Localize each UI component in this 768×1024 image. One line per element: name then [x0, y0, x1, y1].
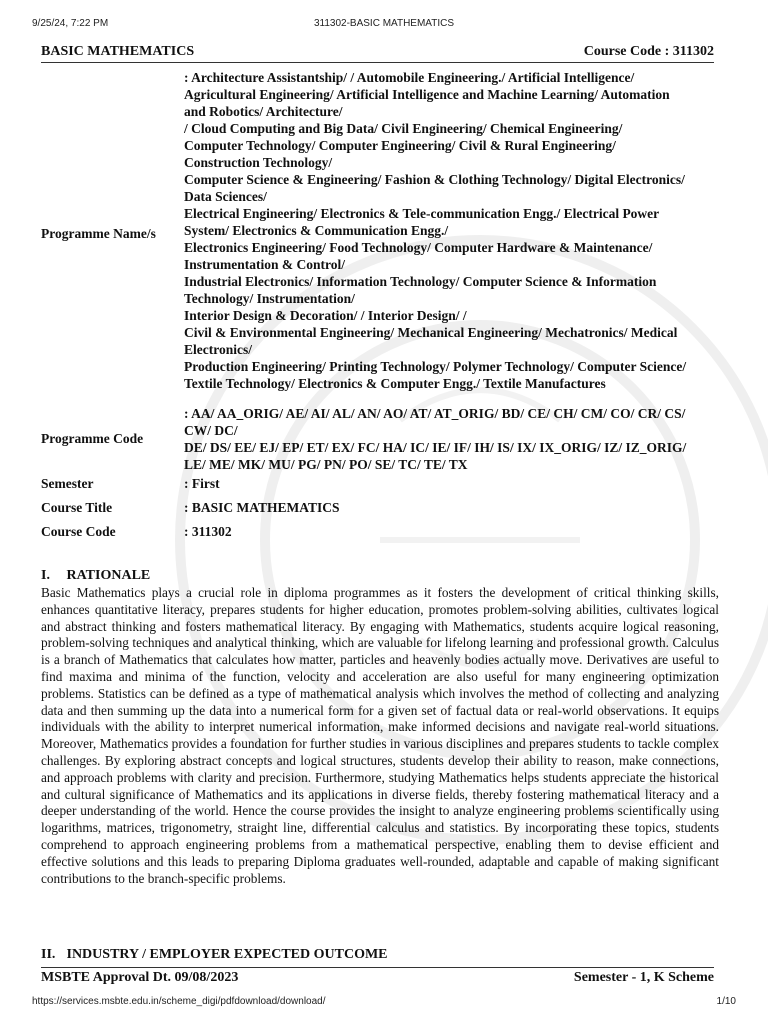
- industry-outcome-heading: [41, 947, 388, 963]
- document-header: [41, 42, 714, 63]
- programme-names-line: Instrumentation & Control/: [184, 257, 346, 272]
- semester-label: Semester: [41, 475, 94, 491]
- programme-code-row: [41, 405, 731, 471]
- programme-names-line: System/ Electronics & Communication Engg./: [184, 223, 449, 238]
- programme-names-line: Industrial Electronics/ Information Technology/ Computer Science & Information: [184, 274, 657, 289]
- programme-names-line: Computer Technology/ Computer Engineering/ Civil & Rural Engineering/: [184, 138, 616, 153]
- programme-names-line: Electrical Engineering/ Electronics & Tele-communication Engg./ Electrical Power: [184, 206, 660, 221]
- programme-names-line: Computer Science & Engineering/ Fashion & Clothing Technology/ Digital Electronics/: [184, 172, 685, 187]
- approval-date: MSBTE Approval Dt. 09/08/2023: [41, 970, 239, 985]
- programme-code-line: LE/ ME/ MK/ MU/ PG/ PN/ PO/ SE/ TC/ TE/ TX: [184, 457, 468, 472]
- programme-names-label: Programme Name/s: [41, 225, 156, 241]
- course-name: BASIC MATHEMATICS: [41, 44, 195, 59]
- programme-names-line: / Cloud Computing and Big Data/ Civil Engineering/ Chemical Engineering/: [184, 121, 623, 136]
- programme-names-line: Data Sciences/: [184, 189, 267, 204]
- print-timestamp: 9/25/24, 7:22 PM: [32, 18, 109, 29]
- rationale-number: I.: [41, 568, 50, 583]
- course-code-header: Course Code : 311302: [583, 44, 714, 59]
- section2-title: INDUSTRY / EMPLOYER EXPECTED OUTCOME: [66, 947, 388, 962]
- print-url[interactable]: https://services.msbte.edu.in/scheme_digi/pdfdownload/download/: [32, 996, 326, 1007]
- course-title-row: [41, 495, 731, 519]
- programme-names-line: Interior Design & Decoration/ / Interior Design/ /: [184, 308, 467, 323]
- programme-code-label: Programme Code: [41, 430, 144, 446]
- semester-scheme: Semester - 1, K Scheme: [573, 970, 714, 985]
- course-info-table: [41, 69, 731, 543]
- programme-names-line: : Architecture Assistantship/ / Automobile Engineering./ Artificial Intelligence/: [184, 70, 635, 85]
- programme-code-line: DE/ DS/ EE/ EJ/ EP/ ET/ EX/ FC/ HA/ IC/ IE/ IF/ IH/ IS/ IX/ IX_ORIG/ IZ/ IZ_ORIG/: [184, 440, 687, 455]
- rationale-heading: [41, 568, 150, 584]
- course-title-value: : BASIC MATHEMATICS: [184, 499, 340, 515]
- programme-names-line: Electronics Engineering/ Food Technology/ Computer Hardware & Maintenance/: [184, 240, 653, 255]
- document-footer: [41, 967, 714, 986]
- semester-value: : First: [184, 475, 220, 491]
- course-code-row: [41, 519, 731, 543]
- programme-names-line: Civil & Environmental Engineering/ Mechanical Engineering/ Mechatronics/ Medical: [184, 325, 678, 340]
- programme-names-line: and Robotics/ Architecture/: [184, 104, 343, 119]
- programme-names-line: Construction Technology/: [184, 155, 333, 170]
- print-footer: [32, 996, 736, 1010]
- print-page-title: 311302-BASIC MATHEMATICS: [313, 18, 455, 29]
- course-code-value: : 311302: [184, 523, 232, 539]
- rationale-title: RATIONALE: [66, 568, 151, 583]
- course-title-label: Course Title: [41, 499, 113, 515]
- programme-code-line: CW/ DC/: [184, 423, 238, 438]
- programme-names-line: Electronics/: [184, 342, 252, 357]
- section2-number: II.: [41, 947, 56, 962]
- programme-names-value: [184, 69, 731, 397]
- programme-names-line: Production Engineering/ Printing Technology/ Polymer Technology/ Computer Science/: [184, 359, 687, 374]
- print-header: [32, 18, 736, 32]
- print-page-number: 1/10: [716, 996, 736, 1007]
- programme-names-line: Textile Technology/ Electronics & Computer Engg./ Textile Manufactures: [184, 376, 606, 391]
- course-code-label: Course Code: [41, 523, 116, 539]
- programme-code-value: [184, 405, 731, 471]
- programme-names-line: Agricultural Engineering/ Artificial Intelligence and Machine Learning/ Automation: [184, 87, 670, 102]
- programme-names-line: Technology/ Instrumentation/: [184, 291, 355, 306]
- programme-names-row: [41, 69, 731, 397]
- rationale-paragraph: Basic Mathematics plays a crucial role in diploma programmes as it fosters the development of critical thinking skills, enhances quantitative literacy, prepares students for higher education, promotes problem-solving abilities, cultivates logical and abstract thinking and fosters mathematical literacy. By engaging with Mathematics, students acquire logical reasoning, problem-solving techniques and analytical thinking, which are valuable for lifelong learning and professional growth. Calculus is a branch of Mathematics that calculates how matter, particles and heavenly bodies actually move. Derivatives are useful to find maxima and minima of the function, velocity and acceleration are also useful for many engineering optimization problems. Statistics can be defined as a type of mathematical analysis which involves the method of collecting and analyzing data and then summing up the data into a numerical form for a given set of factual data or real-world observations. It equips individuals with the ability to interpret numerical information, make informed decisions and navigate real-world situations. Moreover, Mathematics provides a foundation for further studies in various disciplines and prepares students to tackle complex challenges. By exploring abstract concepts and logical structures, students develop their ability to reason, make connections, and approach problems with clarity and precision. Furthermore, studying Mathematics helps students appreciate the historical and cultural significance of Mathematics and its applications in diverse fields, thereby fostering mathematical literacy and a deeper understanding of the world. Hence the course provides the insight to analyze engineering problems scientifically using logarithms, matrices, trigonometry, straight line, differential calculus and statistics. By incorporating these topics, students comprehend to approach engineering problems from a mathematical perspective, enabling them to devise efficient and effective solutions and this leads to preparing Diploma graduates well-rounded, adaptable and capable of making significant contributions to the branch-specific problems.: [41, 585, 719, 886]
- semester-row: [41, 471, 731, 495]
- programme-code-line: : AA/ AA_ORIG/ AE/ AI/ AL/ AN/ AO/ AT/ AT_ORIG/ BD/ CE/ CH/ CM/ CO/ CR/ CS/: [184, 406, 686, 421]
